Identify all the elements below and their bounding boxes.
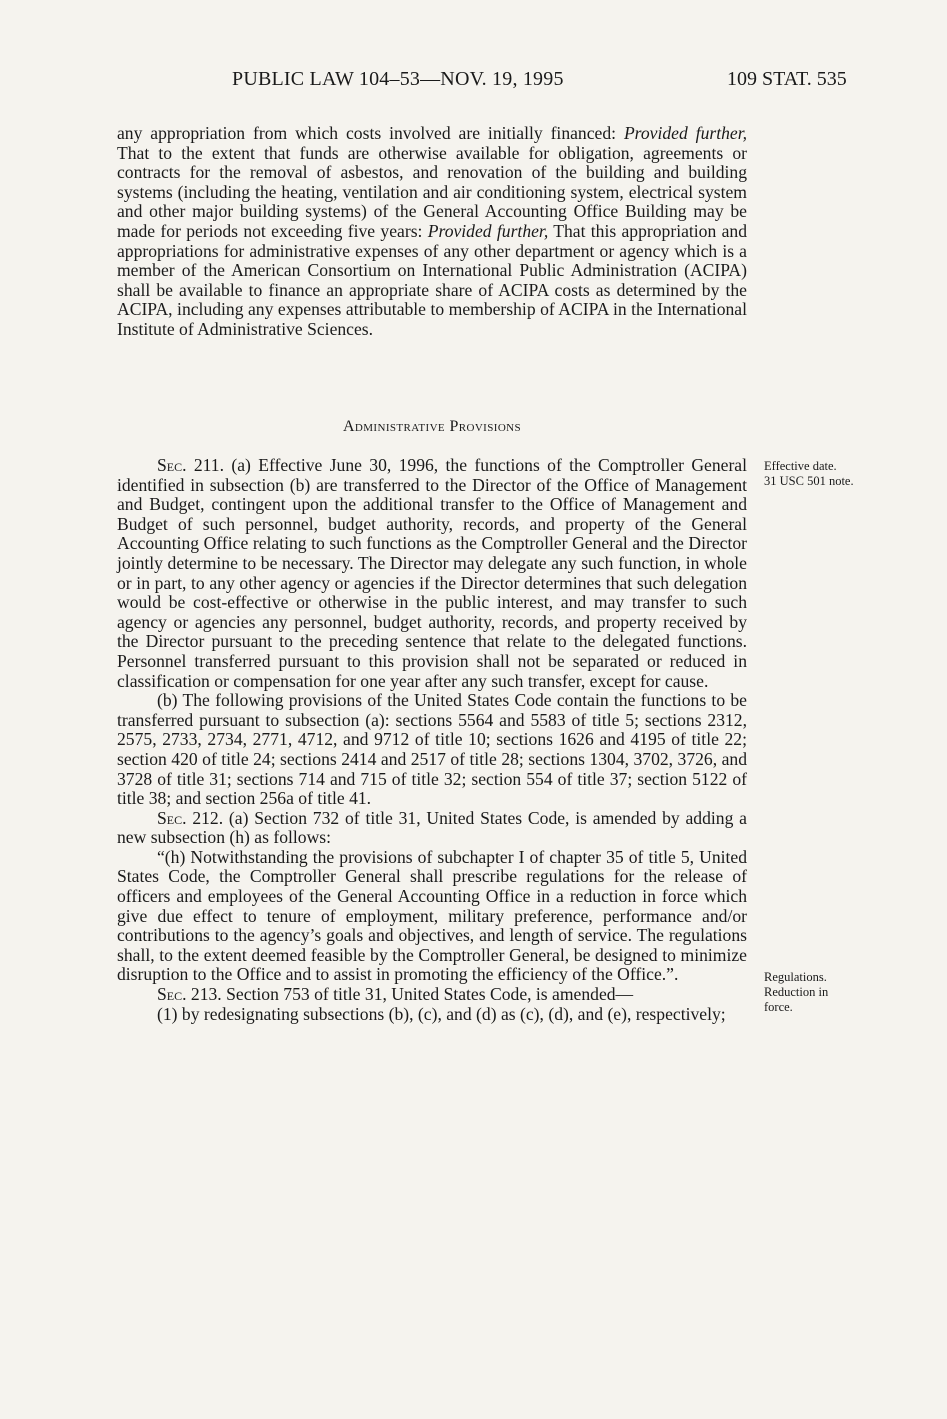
intro-text-2: That to the extent that funds are otherwise available for obligation, agreements or contracts for the removal of asbestos, and renovation of the building and building systems (including the heating, ventilation and air conditioning system, electrical system and other major building systems) of the General Accounting Office Building may be made for periods not exceeding five years: — [117, 142, 747, 241]
sec-211-label: Sec. 211. — [157, 455, 224, 475]
sec-212-h: “(h) Notwithstanding the provisions of subchapter I of chapter 35 of title 5, United States Code, the Comptroller General shall prescribe regulations for the release of officers and employees of the General Accounting Office in a reduction in force which give due effect to tenure of employment, military preference, performance and/or contributions to the agency’s goals and objectives, and length of service. The regulations shall, to the extent deemed feasible by the Comptroller General, be designed to minimize disruption to the Office and to assist in promoting the efficiency of the Office.”. — [117, 846, 747, 985]
sec-211-a — [117, 456, 747, 691]
running-head: PUBLIC LAW 104–53—NOV. 19, 1995 — [232, 68, 564, 90]
sec-212-a — [117, 809, 747, 848]
sec-213-label: Sec. 213. — [157, 984, 222, 1005]
margin-note-line: Regulations. — [764, 970, 827, 984]
sec-213-item-1 — [117, 1005, 747, 1025]
margin-note-effective-date — [764, 459, 854, 489]
section-heading: Administrative Provisions — [342, 418, 522, 435]
proviso-2: Provided further, — [427, 220, 549, 241]
margin-note-line: Effective date. — [764, 459, 837, 473]
sec-213-text: Section 753 of title 31, United States Code, is amended— — [221, 984, 634, 1005]
intro-paragraph — [117, 124, 747, 340]
margin-note-line: Reduction in — [764, 985, 829, 999]
sec-212-a-text: (a) Section 732 of title 31, United States Code, is amended by adding a new subsection (h) as follows: — [117, 807, 747, 848]
provisions-block — [117, 456, 747, 1024]
sec-211-a-text: (a) Effective June 30, 1996, the functions of the Comptroller General identified in subsection (b) are transferred to the Director of the Office of Management and Budget, contingent upon the additional transfer to the Office of Management and Budget of such personnel, budget authority, records, and property of the General Accounting Office relating to such functions as the Comptroller General and the Director jointly determine to be necessary. The Director may delegate any such function, in whole or in part, to any other agency or agencies if the Director determines that such delegation would be cost-effective or otherwise in the public interest, and may transfer to such agency or agencies any personnel, budget authority, records, and property received by the Director pursuant to the preceding sentence that relate to the delegated functions. Personnel transferred pursuant to this provision shall not be separated or reduced in classification or compensation for one year after any such transfer, except for cause. — [117, 455, 747, 691]
margin-note-line: force. — [764, 1000, 793, 1014]
sec-213-item-1-text: (1) by redesignating subsections (b), (c), and (d) as (c), (d), and (e), respectively; — [157, 1003, 726, 1024]
sec-212-label: Sec. 212. — [157, 807, 224, 828]
margin-note-line: 31 USC 501 note. — [764, 474, 854, 488]
proviso-1: Provided further, — [623, 123, 747, 143]
sec-213 — [117, 985, 747, 1005]
sec-211-b: (b) The following provisions of the United States Code contain the functions to be transferred pursuant to subsection (a): sections 5564 and 5583 of title 5; sections 2312, 2575, 2733, 2734, 2771, 4712, and 9712 of title 10; sections 1626 and 4195 of title 22; section 420 of title 24; sections 2414 and 2517 of title 28; sections 1304, 3702, 3726, and 3728 of title 31; sections 714 and 715 of title 32; section 554 of title 37; section 5122 of title 38; and section 256a of title 41. — [117, 690, 747, 809]
margin-note-regulations — [764, 970, 828, 1015]
intro-paragraph-block — [117, 124, 747, 340]
intro-text-1: any appropriation from which costs involved are initially financed: — [117, 123, 624, 143]
intro-text-3: That this appropriation and appropriations for administrative expenses of any other department or agency which is a member of the American Consortium on International Public Administration (ACIPA) shall be available to finance an appropriate share of ACIPA costs as determined by the ACIPA, including any expenses attributable to membership of ACIPA in the International Institute of Administrative Sciences. — [117, 220, 747, 339]
page-stat-number: 109 STAT. 535 — [727, 68, 847, 90]
